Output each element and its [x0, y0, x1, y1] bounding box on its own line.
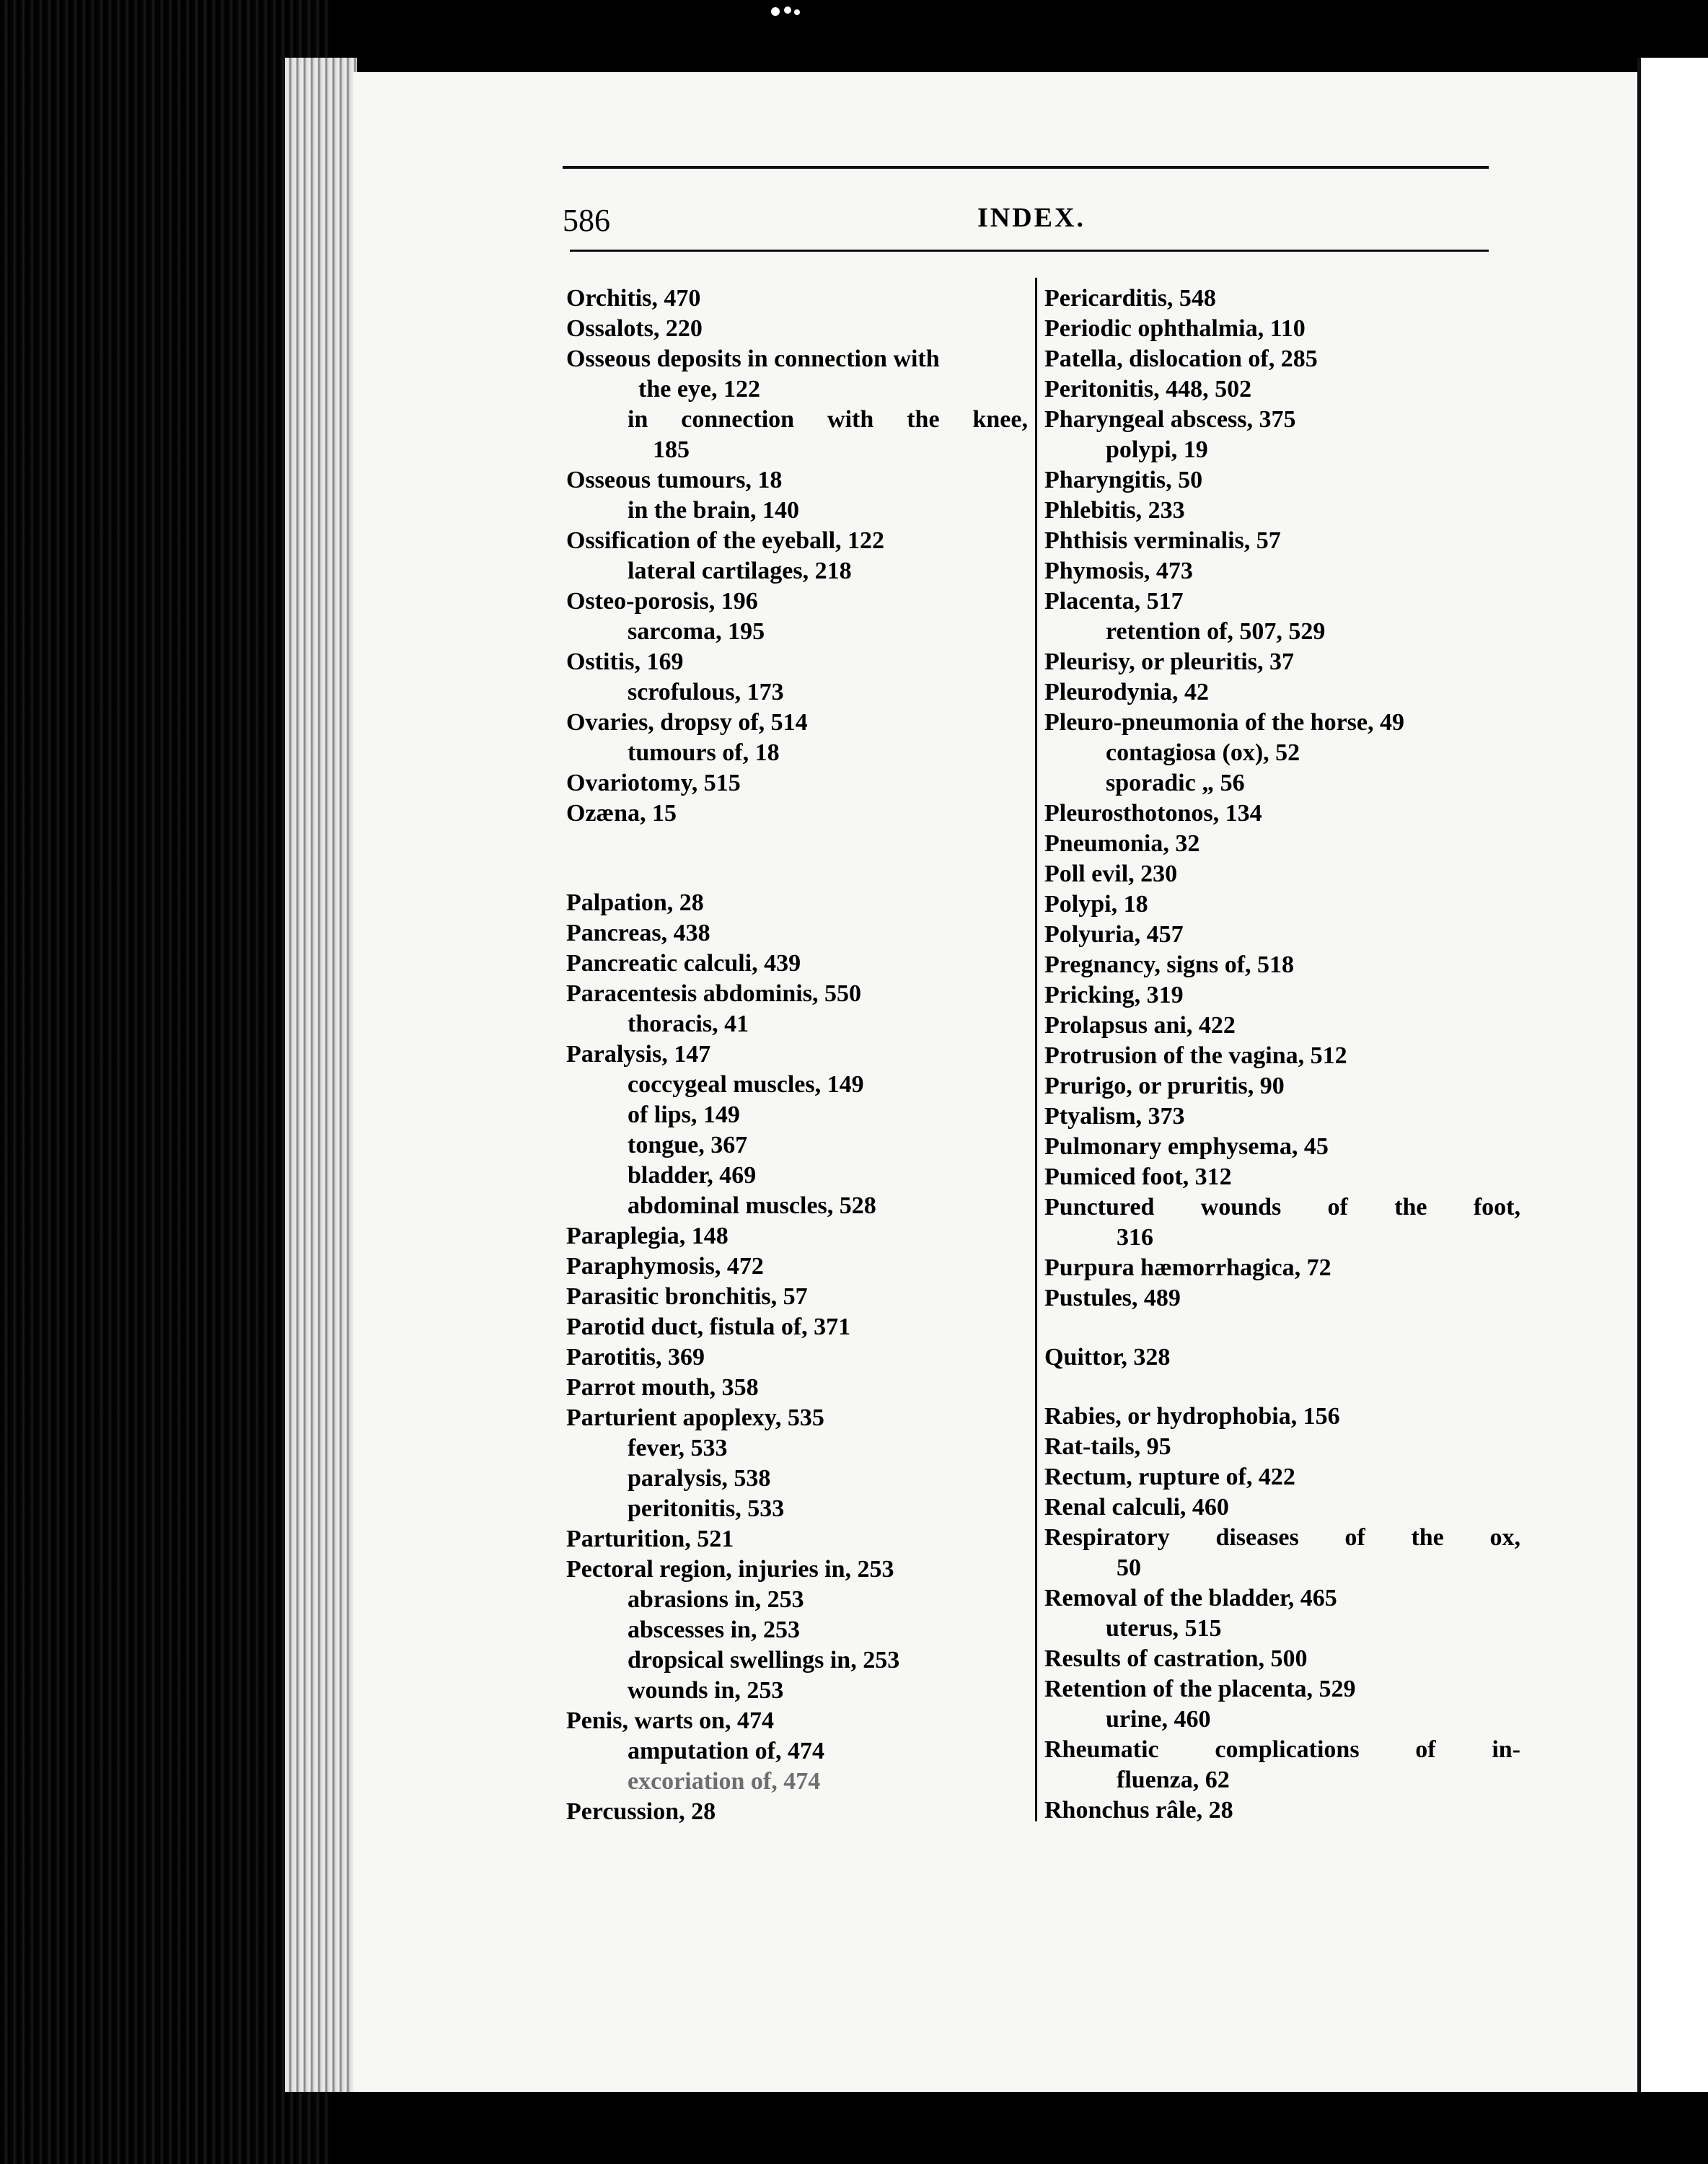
index-subentry: abrasions in, 253 — [628, 1586, 804, 1613]
index-entry: Results of castration, 500 — [1044, 1645, 1308, 1672]
index-subentry: sporadic „ 56 — [1106, 770, 1245, 796]
index-entry: Pumiced foot, 312 — [1044, 1164, 1232, 1190]
index-entry: Orchitis, 470 — [566, 285, 701, 312]
index-subentry: fever, 533 — [628, 1435, 728, 1461]
column-divider — [1035, 278, 1037, 1821]
section-gap — [1044, 1373, 1520, 1402]
index-subentry: lateral cartilages, 218 — [628, 558, 852, 584]
index-entry: Phthisis verminalis, 57 — [1044, 527, 1281, 554]
index-entry: Parotitis, 369 — [566, 1344, 705, 1371]
index-entry: Punctured wounds of the foot, — [1044, 1194, 1520, 1220]
index-entry: Paraphymosis, 472 — [566, 1253, 764, 1280]
index-subentry: dropsical swellings in, 253 — [628, 1647, 900, 1673]
top-mark-icon — [765, 1, 808, 23]
index-entry: Rabies, or hydrophobia, 156 — [1044, 1403, 1340, 1430]
index-subentry: in the brain, 140 — [628, 497, 800, 524]
book-spine — [0, 0, 332, 2164]
index-entry: Pustules, 489 — [1044, 1285, 1181, 1311]
index-entry: Parturient apoplexy, 535 — [566, 1404, 824, 1431]
section-gap — [566, 829, 1028, 888]
index-subentry: fluenza, 62 — [1117, 1767, 1230, 1793]
index-entry: Placenta, 517 — [1044, 588, 1184, 615]
index-subentry: wounds in, 253 — [628, 1677, 784, 1704]
index-entry: Ovariotomy, 515 — [566, 770, 741, 796]
index-entry: Ovaries, dropsy of, 514 — [566, 709, 808, 736]
index-subentry: 185 — [653, 436, 690, 463]
index-entry: Osseous deposits in connection with — [566, 346, 940, 372]
index-entry: Pleurisy, or pleuritis, 37 — [1044, 648, 1294, 675]
index-subentry: paralysis, 538 — [628, 1465, 771, 1492]
page-number: 586 — [563, 203, 610, 238]
index-entry: Quittor, 328 — [1044, 1344, 1171, 1371]
index-subentry: 316 — [1117, 1224, 1153, 1251]
index-entry: Polyuria, 457 — [1044, 921, 1184, 948]
index-subentry: amputation of, 474 — [628, 1738, 824, 1764]
index-entry: Removal of the bladder, 465 — [1044, 1585, 1337, 1611]
index-entry: Pancreatic calculi, 439 — [566, 950, 801, 977]
index-entry: Parrot mouth, 358 — [566, 1374, 759, 1401]
index-entry: Palpation, 28 — [566, 889, 704, 916]
index-subentry: abdominal muscles, 528 — [628, 1192, 876, 1219]
index-entry: Parotid duct, fistula of, 371 — [566, 1314, 851, 1340]
index-entry: Osteo-porosis, 196 — [566, 588, 758, 615]
index-entry: Pulmonary emphysema, 45 — [1044, 1133, 1329, 1160]
index-entry: Osseous tumours, 18 — [566, 467, 783, 493]
index-entry: Ostitis, 169 — [566, 648, 684, 675]
index-entry: Periodic ophthalmia, 110 — [1044, 315, 1306, 342]
index-entry: Polypi, 18 — [1044, 891, 1148, 918]
index-subentry: polypi, 19 — [1106, 436, 1208, 463]
index-entry: Pleurodynia, 42 — [1044, 679, 1209, 705]
index-subentry: urine, 460 — [1106, 1706, 1211, 1733]
index-entry: Patella, dislocation of, 285 — [1044, 346, 1318, 372]
index-entry: Respiratory diseases of the ox, — [1044, 1524, 1520, 1551]
index-entry: Parasitic bronchitis, 57 — [566, 1283, 808, 1310]
index-entry: Prurigo, or pruritis, 90 — [1044, 1073, 1285, 1099]
index-entry: Pleuro-pneumonia of the horse, 49 — [1044, 709, 1404, 736]
running-head: INDEX. — [977, 203, 1086, 233]
index-entry: Renal calculi, 460 — [1044, 1494, 1229, 1521]
index-entry: Protrusion of the vagina, 512 — [1044, 1042, 1347, 1069]
index-subentry: tongue, 367 — [628, 1132, 748, 1158]
index-subentry: 50 — [1117, 1554, 1141, 1581]
index-entry: Phlebitis, 233 — [1044, 497, 1185, 524]
index-entry: Rheumatic complications of in- — [1044, 1736, 1520, 1763]
index-entry: Pectoral region, injuries in, 253 — [566, 1556, 894, 1583]
index-entry: Paraplegia, 148 — [566, 1223, 728, 1249]
index-entry: Pharyngeal abscess, 375 — [1044, 406, 1296, 433]
index-subentry: excoriation of, 474 — [628, 1768, 821, 1795]
index-subentry: scrofulous, 173 — [628, 679, 784, 705]
facing-page-edge — [1637, 58, 1708, 2092]
index-entry: Parturition, 521 — [566, 1526, 734, 1552]
header-rule — [570, 250, 1489, 252]
index-entry: Ptyalism, 373 — [1044, 1103, 1185, 1130]
index-entry: Percussion, 28 — [566, 1798, 716, 1825]
index-subentry: in connection with the knee, — [628, 406, 1028, 433]
index-entry: Purpura hæmorrhagica, 72 — [1044, 1254, 1331, 1281]
index-subentry: the eye, 122 — [638, 376, 761, 403]
index-subentry: peritonitis, 533 — [628, 1495, 785, 1522]
index-entry: Pregnancy, signs of, 518 — [1044, 951, 1295, 978]
index-entry: Pharyngitis, 50 — [1044, 467, 1203, 493]
top-rule — [563, 166, 1489, 169]
index-subentry: uterus, 515 — [1106, 1615, 1222, 1642]
index-entry: Pricking, 319 — [1044, 982, 1184, 1008]
index-entry: Peritonitis, 448, 502 — [1044, 376, 1252, 403]
index-entry: Pancreas, 438 — [566, 920, 710, 946]
index-entry: Poll evil, 230 — [1044, 861, 1178, 887]
index-entry: Rectum, rupture of, 422 — [1044, 1464, 1295, 1490]
section-gap — [1044, 1314, 1520, 1342]
index-entry: Pleurosthotonos, 134 — [1044, 800, 1262, 827]
index-entry: Paracentesis abdominis, 550 — [566, 980, 861, 1007]
index-entry: Ossalots, 220 — [566, 315, 703, 342]
index-subentry: coccygeal muscles, 149 — [628, 1071, 864, 1098]
index-entry: Retention of the placenta, 529 — [1044, 1676, 1356, 1702]
index-entry: Pericarditis, 548 — [1044, 285, 1216, 312]
index-subentry: tumours of, 18 — [628, 739, 780, 766]
index-subentry: abscesses in, 253 — [628, 1617, 800, 1643]
index-entry: Ossification of the eyeball, 122 — [566, 527, 885, 554]
index-column-right — [1044, 283, 1520, 1826]
index-entry: Phymosis, 473 — [1044, 558, 1193, 584]
index-subentry: contagiosa (ox), 52 — [1106, 739, 1300, 766]
index-entry: Rhonchus râle, 28 — [1044, 1797, 1233, 1824]
index-subentry: bladder, 469 — [628, 1162, 757, 1189]
index-entry: Ozæna, 15 — [566, 800, 677, 827]
index-column-left — [566, 283, 1028, 1827]
index-entry: Rat-tails, 95 — [1044, 1433, 1171, 1460]
index-subentry: retention of, 507, 529 — [1106, 618, 1326, 645]
index-subentry: of lips, 149 — [628, 1101, 740, 1128]
index-subentry: sarcoma, 195 — [628, 618, 765, 645]
index-entry: Paralysis, 147 — [566, 1041, 711, 1068]
index-entry: Prolapsus ani, 422 — [1044, 1012, 1236, 1039]
page-stack-edge — [285, 58, 357, 2092]
index-entry: Penis, warts on, 474 — [566, 1707, 775, 1734]
index-subentry: thoracis, 41 — [628, 1011, 749, 1037]
index-entry: Pneumonia, 32 — [1044, 830, 1200, 857]
